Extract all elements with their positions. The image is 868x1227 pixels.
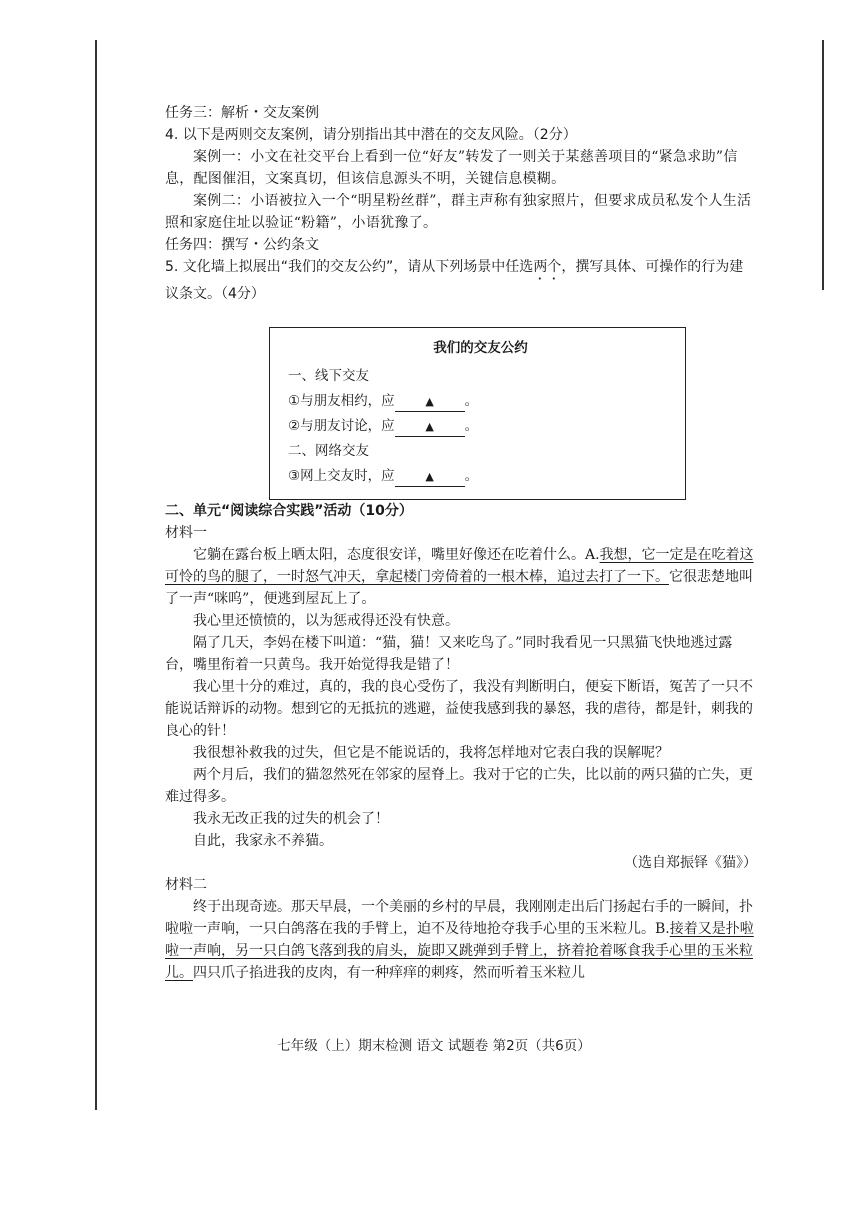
material-2-title: 材料二 <box>165 877 207 893</box>
task3-heading: 任务三：解析・交友案例 <box>165 105 319 121</box>
case-1: 案例一：小文在社交平台上看到一位“好友”转发了一则关于某慈善项目的“紧急求助”信息，配图催泪，文案真切，但该信息源头不明，关键信息模糊。 <box>165 149 738 187</box>
underlined-sentence-a: 我想，它一定是在吃着这可怜的鸟的腿了，一时怒气冲天，拿起楼门旁倚着的一根木棒，追过去打了一下。 <box>165 547 754 585</box>
material-1-para-7: 我永无改正我的过失的机会了！ <box>193 811 389 827</box>
page-footer: 七年级（上）期末检测 语文 试题卷 第2页（共6页） <box>277 1038 591 1054</box>
triangle-icon: ▲ <box>425 420 434 433</box>
underlined-sentence-b: 接着又是扑啦啦一声响，另一只白鸽飞落到我的肩头，旋即又跳弹到手臂上，挤着抢着啄食我手心里的玉米粒儿。 <box>165 921 754 981</box>
material-1-para-2: 我心里还愤愤的，以为惩戒得还没有快意。 <box>193 613 459 629</box>
material-1-para-6: 两个月后，我们的猫忽然死在邻家的屋脊上。我对于它的亡失，比以前的两只猫的亡失，更难过得多。 <box>165 767 753 805</box>
triangle-icon: ▲ <box>425 395 434 408</box>
exam-page <box>165 102 757 984</box>
material-1-para-3: 隔了几天，李妈在楼下叫道：“猫，猫！又来吃鸟了。”同时我看见一只黑猫飞快地逃过露台，嘴里衔着一只黄鸟。我开始觉得我是错了！ <box>165 635 733 673</box>
part2-heading: 二、单元“阅读综合实践”活动（10分） <box>165 503 413 519</box>
emphasis-two: 两个 <box>533 259 562 275</box>
pact-item-1: ①与朋友相约，应 ▲ 。 <box>288 389 673 414</box>
task4-heading: 任务四：撰写・公约条文 <box>165 237 319 253</box>
question-5: 5. 文化墙上拟展出“我们的交友公约”，请从下列场景中任选两个，撰写具体、可操作的行为建议条文。（4分） <box>165 259 744 302</box>
right-margin-line <box>822 40 824 290</box>
material-1-para-1: 它躺在露台板上晒太阳，态度很安详，嘴里好像还在吃着什么。A.我想，它一定是在吃着这可怜的鸟的腿了，一时怒气冲天，拿起楼门旁倚着的一根木棒，追过去打了一下。它很悲楚地叫了一声“咪呜”，便逃到屋瓦上了。 <box>165 547 754 607</box>
answer-blank-3[interactable] <box>395 468 465 487</box>
pact-title: 我们的交友公约 <box>433 340 528 356</box>
material-1-para-8: 自此，我家永不养猫。 <box>193 833 333 849</box>
pact-box <box>269 327 686 500</box>
pact-item-3: ③网上交友时，应 ▲ 。 <box>288 464 673 489</box>
triangle-icon: ▲ <box>425 470 434 483</box>
pact-section-online: 二、网络交友 <box>288 443 369 459</box>
material-1-para-4: 我心里十分的难过，真的，我的良心受伤了，我没有判断明白，便妄下断语，冤苦了一只不能说话辩诉的动物。想到它的无抵抗的逃避，益使我感到我的暴怒，我的虐待，都是针，刺我的良心的针！ <box>165 679 753 739</box>
material-1-title: 材料一 <box>165 525 207 541</box>
left-margin-line <box>95 40 97 1110</box>
material-1-para-5: 我很想补救我的过失，但它是不能说话的，我将怎样地对它表白我的误解呢？ <box>193 745 669 761</box>
case-2: 案例二：小语被拉入一个“明星粉丝群”，群主声称有独家照片，但要求成员私发个人生活照和家庭住址以验证“粉籍”，小语犹豫了。 <box>165 193 752 231</box>
answer-blank-2[interactable] <box>395 418 465 437</box>
material-2-para-1: 终于出现奇迹。那天早晨，一个美丽的乡村的早晨，我刚刚走出后门扬起右手的一瞬间，扑啦啦一声响，一只白鸽落在我的手臂上，迫不及待地抢夺我手心里的玉米粒儿。B.接着又是扑啦啦一声响，另一只白鸽飞落到我的肩头，旋即又跳弹到手臂上，挤着抢着啄食我手心里的玉米粒儿。四只爪子掐进我的皮肉，有一种痒痒的刺疼，然而听着玉米粒儿 <box>165 899 754 981</box>
answer-blank-1[interactable] <box>395 393 465 412</box>
pact-section-offline: 一、线下交友 <box>288 368 369 384</box>
material-1-source: （选自郑振铎《猫》） <box>624 855 757 871</box>
question-4: 4. 以下是两则交友案例，请分别指出其中潜在的交友风险。（2分） <box>165 127 577 143</box>
pact-item-2: ②与朋友讨论，应 ▲ 。 <box>288 414 673 439</box>
